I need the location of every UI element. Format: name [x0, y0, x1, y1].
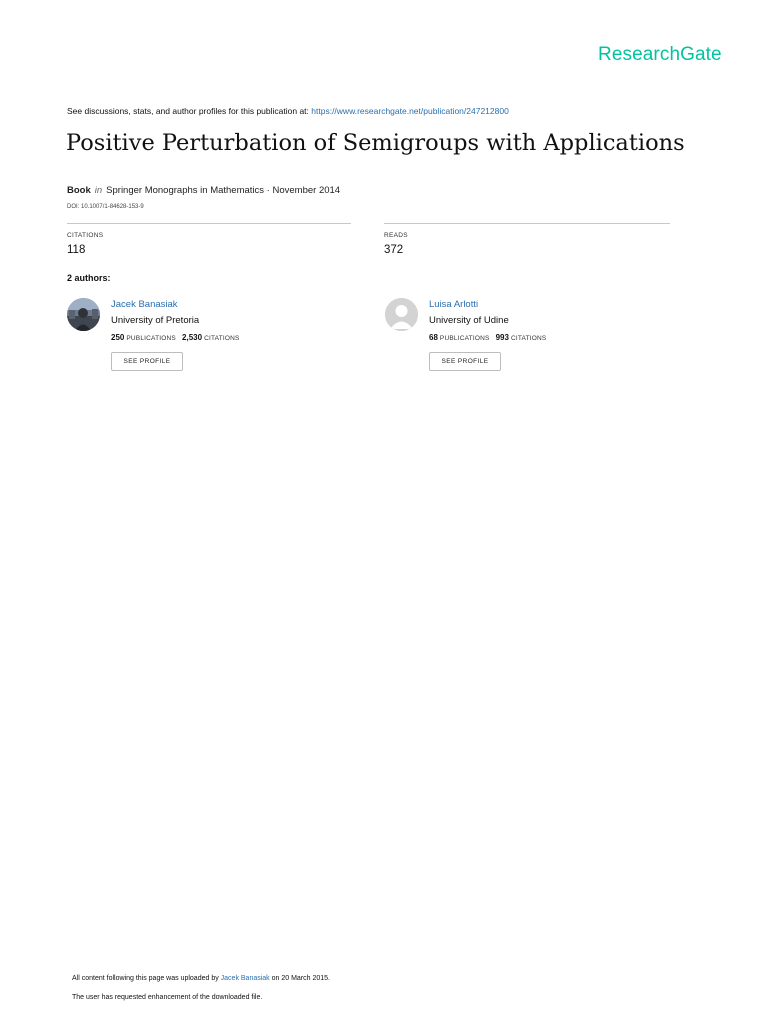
author-1-institution: University of Pretoria — [111, 315, 200, 326]
author-1-name-link[interactable]: Jacek Banasiak — [111, 299, 178, 310]
disclaimer-text: See discussions, stats, and author profiles for this publication at: — [67, 106, 312, 116]
in-label: in — [94, 185, 103, 196]
divider-right — [384, 223, 670, 224]
avatar-author-1[interactable] — [67, 298, 100, 331]
researchgate-logo[interactable]: ResearchGate — [598, 44, 722, 65]
author-photo-icon — [67, 298, 100, 331]
author-2-publications-label: PUBLICATIONS — [439, 335, 490, 342]
publication-title: Positive Perturbation of Semigroups with Applications — [66, 130, 685, 156]
citations-value: 118 — [67, 244, 86, 256]
reads-label: READS — [384, 232, 408, 239]
default-avatar-icon — [385, 298, 418, 331]
author-2-see-profile-button[interactable]: SEE PROFILE — [429, 352, 501, 371]
upload-note — [72, 975, 330, 982]
author-1-citations: 2,530 — [182, 333, 203, 342]
uploader-link[interactable]: Jacek Banasiak — [220, 975, 270, 982]
divider-left — [67, 223, 351, 224]
publication-meta — [67, 185, 340, 196]
publication-url-link[interactable]: https://www.researchgate.net/publication/247212800 — [311, 106, 509, 116]
doi: DOI: 10.1007/1-84628-153-9 — [67, 204, 144, 210]
author-2-name-link[interactable]: Luisa Arlotti — [429, 299, 479, 310]
series-date: Springer Monographs in Mathematics · November 2014 — [106, 185, 341, 196]
upload-prefix: All content following this page was uploaded by — [72, 975, 221, 982]
author-2-institution: University of Udine — [429, 315, 509, 326]
authors-heading: 2 authors: — [67, 273, 111, 283]
author-2-stats — [429, 333, 546, 342]
author-1-publications-label: PUBLICATIONS — [126, 335, 176, 342]
author-1-see-profile-button[interactable]: SEE PROFILE — [111, 352, 183, 371]
author-2-publications: 68 — [429, 333, 438, 342]
author-1-citations-label: CITATIONS — [204, 335, 240, 342]
author-1-stats — [111, 333, 240, 342]
author-2-citations-label: CITATIONS — [510, 335, 547, 342]
author-2-citations: 993 — [495, 333, 509, 342]
citations-label: CITATIONS — [67, 232, 104, 239]
author-1-publications: 250 — [111, 333, 125, 342]
enhancement-note: The user has requested enhancement of the downloaded file. — [72, 994, 263, 1001]
disclaimer — [67, 106, 509, 116]
publication-type: Book — [67, 185, 91, 196]
upload-suffix: on 20 March 2015. — [269, 975, 331, 982]
avatar-author-2[interactable] — [385, 298, 418, 331]
reads-value: 372 — [384, 244, 404, 256]
